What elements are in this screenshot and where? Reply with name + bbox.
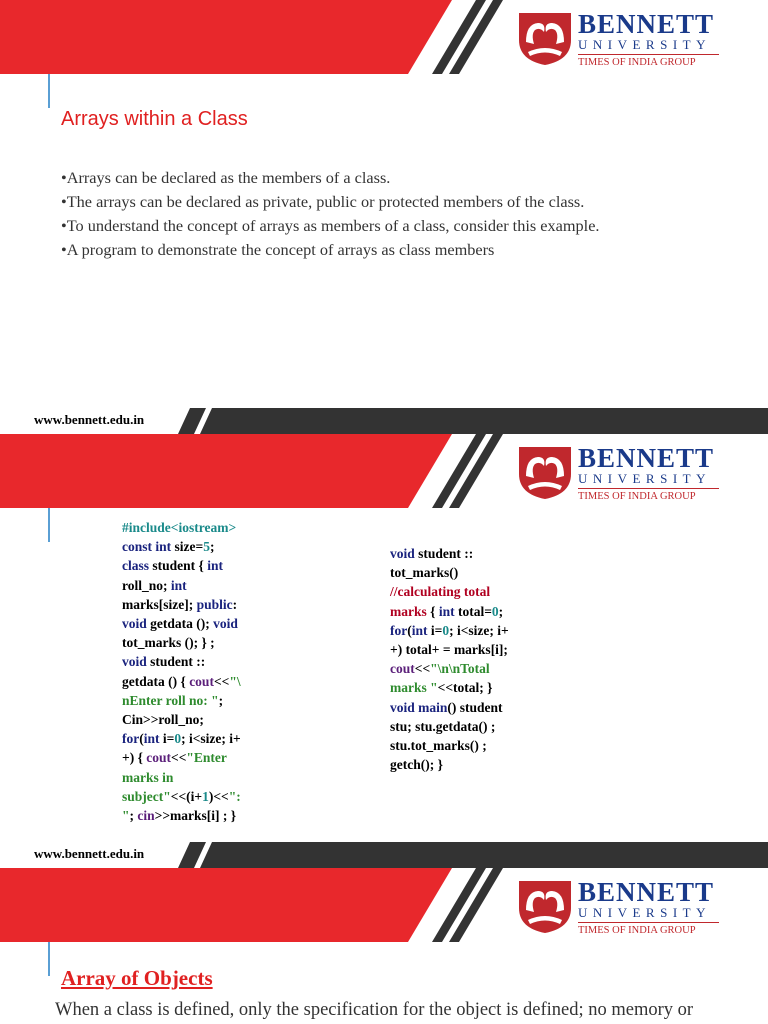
code-token: int: [207, 558, 223, 574]
bennett-logo: [516, 10, 721, 66]
code-token: "\n\nTotal: [430, 661, 490, 677]
code-token: <<: [213, 673, 230, 689]
code-token: 0: [174, 731, 182, 747]
code-line: [122, 595, 241, 614]
code-token: marks ": [390, 680, 438, 696]
code-token: <<: [171, 750, 187, 766]
slide-2: [0, 434, 768, 868]
code-token: getdata () {: [122, 673, 190, 689]
code-token: marks in: [122, 769, 174, 785]
code-token: <<: [414, 661, 431, 677]
code-line: [390, 717, 509, 736]
code-token: public: [196, 596, 233, 612]
code-line: [122, 768, 241, 787]
code-line: [122, 652, 241, 671]
code-token: ;: [218, 692, 224, 708]
code-line: [122, 672, 241, 691]
code-token: >>marks[i] ; }: [154, 808, 237, 824]
code-line: [390, 602, 509, 621]
code-line: [122, 576, 241, 595]
brand-subtitle: UNIVERSITY: [578, 905, 711, 920]
list-item: •Arrays can be declared as the members of a class.: [61, 168, 391, 187]
code-line: [122, 537, 241, 556]
code-token: ": [122, 808, 130, 824]
code-token: int: [155, 539, 175, 555]
code-token: 0: [491, 603, 499, 619]
code-line: [122, 710, 241, 729]
code-token: int: [143, 731, 163, 747]
code-token: ; i<size; i+: [449, 622, 509, 638]
code-token: void: [213, 616, 238, 632]
code-line: [122, 787, 241, 806]
code-token: ; i<size; i+: [181, 731, 241, 747]
brand-group: TIMES OF INDIA GROUP: [578, 491, 696, 502]
code-line: [122, 518, 241, 537]
code-token: cin: [137, 808, 155, 824]
accent-line: [48, 74, 50, 108]
code-token: )<<: [208, 788, 229, 804]
code-token: void: [390, 699, 419, 715]
code-token: getch(); }: [390, 757, 443, 773]
code-block-right: [390, 544, 509, 774]
code-token: (: [407, 622, 412, 638]
code-line: [122, 614, 241, 633]
accent-line: [48, 942, 50, 976]
code-token: tot_marks(): [390, 565, 459, 581]
code-line: [122, 748, 241, 767]
bennett-logo: [516, 444, 721, 500]
logo-divider: [578, 54, 719, 55]
code-token: void: [122, 654, 151, 670]
list-item: •The arrays can be declared as private, public or protected members of the class.: [61, 192, 585, 211]
brand-name: BENNETT: [578, 9, 715, 39]
code-line: [122, 633, 241, 652]
code-token: student ::: [150, 654, 206, 670]
code-token: i=: [430, 622, 443, 638]
code-token: 0: [442, 622, 450, 638]
code-token: main: [418, 699, 448, 715]
list-item: •To understand the concept of arrays as members of a class, consider this example.: [61, 216, 600, 235]
footer-stripes: [0, 842, 768, 868]
code-line: [390, 563, 509, 582]
code-token: getdata ();: [150, 616, 214, 632]
code-block-left: [122, 518, 241, 825]
code-token: 1: [202, 788, 209, 804]
code-token: subject": [122, 788, 171, 804]
list-item: •A program to demonstrate the concept of arrays as class members: [61, 240, 495, 259]
footer-stripes: [0, 408, 768, 434]
brand-name: BENNETT: [578, 443, 715, 473]
slide-header: [0, 868, 768, 942]
code-token: "Enter: [186, 750, 227, 766]
code-token: int: [170, 577, 187, 593]
footer-url[interactable]: www.bennett.edu.in: [34, 846, 145, 861]
code-token: {: [426, 603, 439, 619]
code-token: //calculating total: [390, 584, 491, 600]
code-token: nEnter roll no: ": [122, 692, 219, 708]
university-crest-icon: [516, 444, 574, 500]
code-token: 5: [203, 539, 210, 555]
logo-divider: [578, 922, 719, 923]
code-token: ;: [498, 603, 504, 619]
code-line: [390, 698, 509, 717]
code-token: +) total+ = marks[i];: [390, 642, 508, 658]
code-token: :: [232, 596, 238, 612]
code-line: [390, 640, 509, 659]
code-token: ;: [129, 808, 138, 824]
code-token: int: [411, 622, 431, 638]
code-token: void: [390, 546, 419, 561]
slide-title: Arrays within a Class: [61, 108, 248, 130]
code-token: #include<iostream>: [122, 520, 237, 535]
university-crest-icon: [516, 10, 574, 66]
code-token: total=: [457, 603, 492, 619]
brand-subtitle: UNIVERSITY: [578, 471, 711, 486]
code-token: student ::: [418, 546, 474, 561]
code-token: for: [122, 731, 140, 747]
slide-paragraph: When a class is defined, only the specification for the object is defined; no memory or: [55, 1000, 694, 1020]
code-token: marks[size];: [122, 596, 197, 612]
code-token: i=: [162, 731, 175, 747]
code-line: [122, 691, 241, 710]
code-token: ;: [209, 539, 215, 555]
code-token: <<total; }: [437, 680, 493, 696]
code-token: cout: [146, 750, 172, 766]
footer-url[interactable]: www.bennett.edu.in: [34, 412, 145, 427]
code-token: cout: [189, 673, 214, 689]
code-line: [122, 556, 241, 575]
code-line: [390, 659, 509, 678]
code-token: for: [390, 622, 408, 638]
code-token: roll_no;: [122, 577, 171, 593]
code-token: class: [122, 558, 153, 574]
code-line: [122, 729, 241, 748]
bennett-logo: [516, 878, 721, 934]
code-token: const: [122, 539, 156, 555]
code-token: int: [438, 603, 458, 619]
code-token: void: [122, 616, 151, 632]
slide-title: Array of Objects: [61, 966, 213, 990]
code-token: "\: [229, 673, 241, 689]
code-token: <<(i+: [170, 788, 203, 804]
code-token: stu.tot_marks() ;: [390, 738, 487, 754]
code-token: student {: [152, 558, 208, 574]
slide-1: [0, 0, 768, 434]
code-line: [122, 806, 241, 825]
code-token: (: [139, 731, 144, 747]
code-token: +) {: [122, 750, 147, 766]
code-token: marks: [390, 603, 427, 619]
slide-header: [0, 434, 768, 508]
code-token: ":: [228, 788, 241, 804]
code-line: [390, 678, 509, 697]
code-line: [390, 755, 509, 774]
code-token: tot_marks (); } ;: [122, 635, 215, 651]
code-token: cout: [390, 661, 415, 677]
code-token: size=: [174, 539, 204, 555]
slide-header: [0, 0, 768, 74]
brand-group: TIMES OF INDIA GROUP: [578, 57, 696, 68]
code-line: [390, 544, 509, 563]
code-token: Cin>>roll_no;: [122, 712, 204, 728]
code-line: [390, 621, 509, 640]
brand-subtitle: UNIVERSITY: [578, 37, 711, 52]
code-line: [390, 736, 509, 755]
code-token: stu; stu.getdata() ;: [390, 718, 496, 734]
brand-name: BENNETT: [578, 877, 715, 907]
bullet-list: [61, 166, 600, 262]
university-crest-icon: [516, 878, 574, 934]
brand-group: TIMES OF INDIA GROUP: [578, 925, 696, 936]
code-line: [390, 582, 509, 601]
accent-line: [48, 508, 50, 542]
code-token: () student: [447, 699, 503, 715]
logo-divider: [578, 488, 719, 489]
